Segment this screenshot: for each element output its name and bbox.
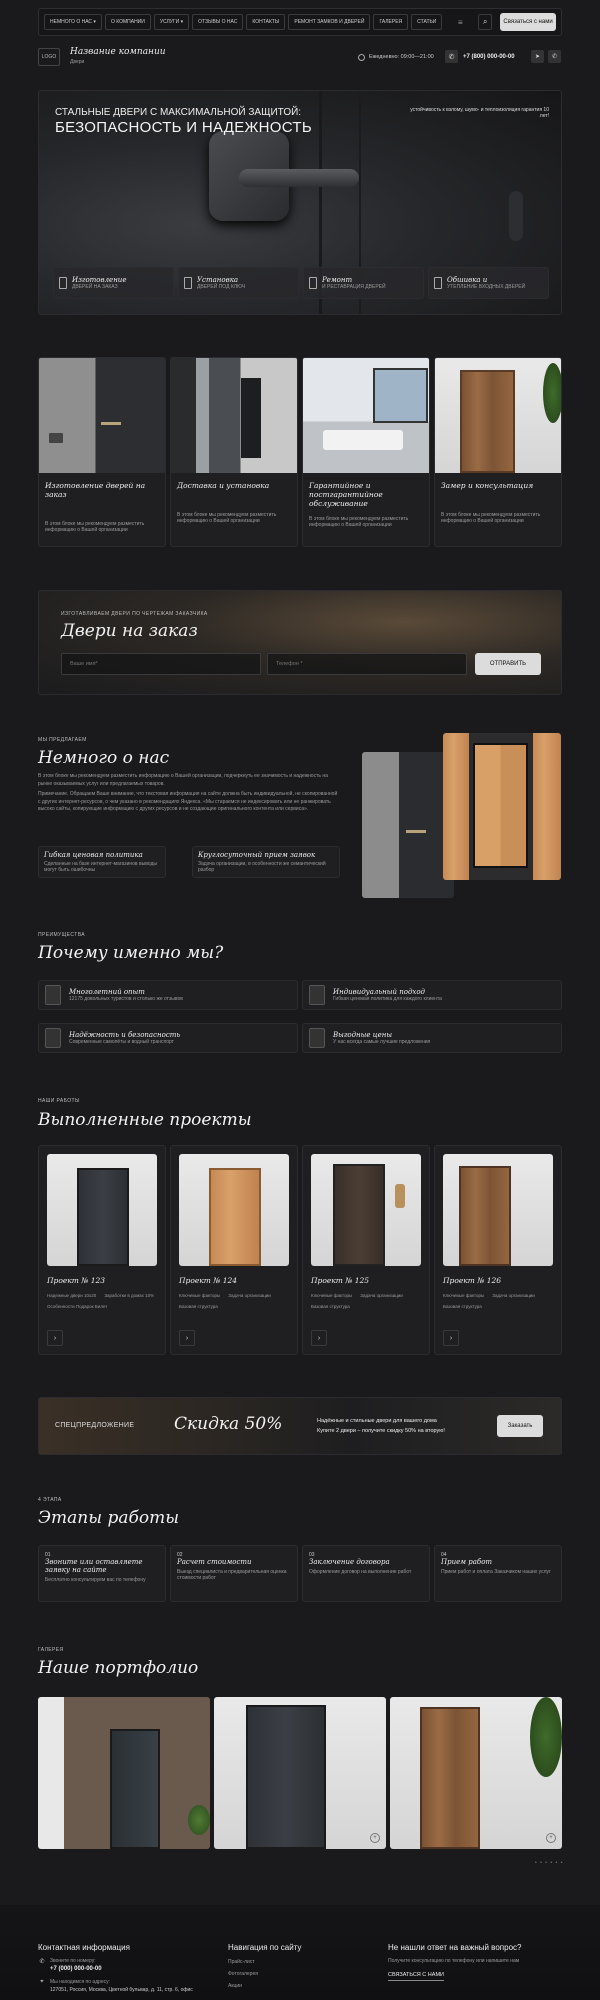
service-image bbox=[435, 358, 561, 473]
service-title: Замер и консультация bbox=[441, 481, 534, 490]
phone-icon: ✆ bbox=[445, 50, 458, 63]
nav-item-reviews[interactable]: ОТЗЫВЫ О НАС bbox=[192, 14, 243, 30]
phone-icon: ✆ bbox=[39, 1958, 45, 1965]
working-hours: Ежедневно: 09:00—21:00 bbox=[369, 54, 434, 60]
door-icon bbox=[184, 277, 192, 289]
services-grid bbox=[38, 357, 562, 547]
company-name: Название компании bbox=[70, 47, 166, 57]
advantage-text: Современные самолёты и водный транспорт bbox=[69, 1039, 174, 1045]
hero-card-title: Изготовление bbox=[72, 276, 127, 284]
promo-line-1: Надёжные и стильные двери для вашего дома bbox=[317, 1418, 437, 1424]
hero-card-sub: ДВЕРЕЙ ПОД КЛЮЧ bbox=[197, 284, 246, 290]
door-icon bbox=[309, 277, 317, 289]
about-feature bbox=[192, 846, 340, 878]
promo-banner bbox=[38, 1397, 562, 1455]
hero-card[interactable] bbox=[428, 267, 549, 299]
project-tag: Задача организации bbox=[360, 1293, 403, 1298]
project-tag: Ключевые факторы bbox=[443, 1293, 485, 1298]
footer-contacts-title: Контактная информация bbox=[38, 1943, 130, 1952]
hero-card-title: Обшивка и bbox=[447, 276, 488, 284]
hero-card-title: Установка bbox=[197, 276, 239, 284]
about-image-1 bbox=[362, 752, 454, 898]
stages-grid bbox=[38, 1545, 562, 1602]
about-feature-title: Гибкая ценовая политика bbox=[44, 851, 143, 859]
arrow-right-icon[interactable]: › bbox=[179, 1330, 195, 1346]
project-card[interactable] bbox=[302, 1145, 430, 1355]
submit-button[interactable]: ОТПРАВИТЬ bbox=[475, 653, 541, 675]
gallery-image[interactable] bbox=[214, 1697, 386, 1849]
hero-card-title: Ремонт bbox=[322, 276, 353, 284]
hero-card-sub: И РЕСТАВРАЦИЯ ДВЕРЕЙ bbox=[322, 284, 386, 290]
hero-card[interactable] bbox=[178, 267, 299, 299]
hero-card-sub: УТЕПЛЕНИЕ ВХОДНЫХ ДВЕРЕЙ bbox=[447, 284, 526, 290]
service-image bbox=[171, 358, 297, 473]
advantage-title: Многолетний опыт bbox=[69, 988, 145, 996]
hero-tagline: устойчивость к взлому, шумо- и теплоизоляция гарантия 10 лет! bbox=[410, 107, 549, 119]
about-paragraph-1: В этом блоке мы рекомендуем разместить информацию о Вашей организации, подчеркнуть ее значимость и надежность на рынке оказываемых услуг или предлагаемых товаров. bbox=[38, 773, 328, 787]
hero-card[interactable] bbox=[53, 267, 174, 299]
order-promo-button[interactable]: Заказать bbox=[497, 1415, 543, 1437]
project-card[interactable] bbox=[38, 1145, 166, 1355]
stage-number: 01 bbox=[45, 1552, 51, 1558]
project-title: Проект № 126 bbox=[443, 1276, 502, 1285]
about-title: Немного о нас bbox=[38, 748, 170, 768]
service-text: В этом блоке мы рекомендуем разместить информацию о Вашей организации bbox=[309, 516, 409, 528]
project-tag: Базовая структура bbox=[443, 1304, 482, 1309]
stage-text: Бесплатно консультируем вас по телефону bbox=[45, 1577, 146, 1583]
header-phone[interactable]: +7 (800) 000-00-00 bbox=[463, 54, 515, 60]
projects-grid bbox=[38, 1145, 562, 1355]
nav-item-services[interactable]: УСЛУГИ ▾ bbox=[154, 14, 189, 30]
arrow-right-icon[interactable]: › bbox=[47, 1330, 63, 1346]
project-card[interactable] bbox=[434, 1145, 562, 1355]
service-card[interactable] bbox=[170, 357, 298, 547]
zoom-icon[interactable]: + bbox=[370, 1833, 380, 1843]
about-label: МЫ ПРЕДЛАГАЕМ bbox=[38, 737, 87, 743]
project-tag: Особенности Подарок Билет bbox=[47, 1304, 108, 1309]
stages-title: Этапы работы bbox=[38, 1508, 180, 1528]
about-feature-text: Сделанные на базе интернет-магазинов выводы могут быть ошибочны bbox=[44, 861, 157, 873]
footer-nav-item[interactable]: Акции bbox=[228, 1983, 242, 1989]
stage-card bbox=[170, 1545, 298, 1602]
zoom-icon[interactable]: + bbox=[546, 1833, 556, 1843]
search-icon[interactable]: ⌕ bbox=[478, 14, 492, 30]
project-tag: Задача организации bbox=[492, 1293, 535, 1298]
stage-title: Расчет стоимости bbox=[177, 1558, 252, 1566]
logo[interactable]: LOGO bbox=[38, 48, 60, 66]
project-image bbox=[443, 1154, 553, 1266]
footer-question-text: Получите консультацию по телефону или напишите нам bbox=[388, 1958, 520, 1964]
about-feature bbox=[38, 846, 166, 878]
hero-title: БЕЗОПАСНОСТЬ И НАДЕЖНОСТЬ bbox=[55, 119, 313, 136]
company-subtitle: Двери bbox=[70, 59, 85, 65]
stage-card bbox=[38, 1545, 166, 1602]
promo-label: СПЕЦПРЕДЛОЖЕНИЕ bbox=[55, 1422, 135, 1429]
stage-text: Выезд специалиста и предварительная оценка стоимости работ bbox=[177, 1569, 287, 1581]
service-text: В этом блоке мы рекомендуем разместить информацию о Вашей организации bbox=[441, 512, 541, 524]
gallery-pagination[interactable]: • • • • • • bbox=[535, 1860, 564, 1866]
service-card[interactable] bbox=[38, 357, 166, 547]
project-tag: Базовая структура bbox=[311, 1304, 350, 1309]
hero-card[interactable] bbox=[303, 267, 424, 299]
stage-number: 04 bbox=[441, 1552, 447, 1558]
advantage-text: 12175 довольных туристов и столько же отзывов bbox=[69, 996, 183, 1002]
project-tag: Ключевые факторы bbox=[179, 1293, 221, 1298]
footer-call-label: Звоните по номеру: bbox=[50, 1958, 96, 1964]
door-icon bbox=[309, 985, 325, 1005]
about-feature-text: Задача организации, в особенности же семантический разбор bbox=[198, 861, 326, 873]
footer-nav-item[interactable]: Прайс-лист bbox=[228, 1959, 255, 1965]
stage-title: Звоните или оставляете заявку на сайте bbox=[45, 1558, 143, 1574]
footer-address-label: Мы находимся по адресу: bbox=[50, 1979, 111, 1985]
footer bbox=[0, 1905, 600, 2000]
why-title: Почему именно мы? bbox=[38, 943, 224, 963]
about-paragraph-2: Примечание. Обращаем Ваше внимание, что текстовая информация на сайте должна быть индивидуальной, не скопированной с других интернет-ресурсов, о чем указано в рекомендациях Яндекса. «Мы стараемся не индексировать или не ранжировать высоко сайты, копирующие информацию с других ресурсов и не создающие оригинального контента или сервиса». bbox=[38, 791, 338, 812]
whatsapp-icon[interactable]: ✆ bbox=[548, 50, 561, 63]
advantage-card bbox=[38, 980, 298, 1010]
stages-label: 4 ЭТАПА bbox=[38, 1497, 62, 1503]
order-label: ИЗГОТАВЛИВАЕМ ДВЕРИ ПО ЧЕРТЕЖАМ ЗАКАЗЧИКА bbox=[61, 611, 208, 617]
advantage-title: Выгодные цены bbox=[333, 1031, 393, 1039]
stage-number: 02 bbox=[177, 1552, 183, 1558]
right-handle bbox=[509, 191, 523, 241]
clock-icon bbox=[358, 54, 365, 61]
stage-title: Прием работ bbox=[441, 1558, 493, 1566]
door-icon bbox=[59, 277, 67, 289]
telegram-icon[interactable]: ➤ bbox=[531, 50, 544, 63]
nav-item-gallery[interactable]: ГАЛЕРЕЯ bbox=[373, 14, 408, 30]
advantage-title: Надёжность и безопасность bbox=[69, 1031, 181, 1039]
hero-title-small: СТАЛЬНЫЕ ДВЕРИ С МАКСИМАЛЬНОЙ ЗАЩИТОЙ: bbox=[55, 107, 302, 118]
project-title: Проект № 125 bbox=[311, 1276, 370, 1285]
projects-title: Выполненные проекты bbox=[38, 1110, 252, 1130]
advantage-text: Гибкая ценовая политика для каждого клиента bbox=[333, 996, 442, 1002]
order-title: Двери на заказ bbox=[61, 621, 198, 641]
nav-item-about[interactable]: НЕМНОГО О НАС ▾ bbox=[44, 14, 102, 30]
stage-text: Прием работ и оплата Заказчиком наших услуг bbox=[441, 1569, 551, 1575]
stage-card bbox=[434, 1545, 562, 1602]
service-text: В этом блоке мы рекомендуем разместить информацию о Вашей организации bbox=[177, 512, 277, 524]
project-tag: Задача организации bbox=[228, 1293, 271, 1298]
project-title: Проект № 123 bbox=[47, 1276, 106, 1285]
location-icon: ⌖ bbox=[40, 1978, 44, 1985]
door-icon bbox=[309, 1028, 325, 1048]
nav-item-contacts[interactable]: КОНТАКТЫ bbox=[246, 14, 285, 30]
project-card[interactable] bbox=[170, 1145, 298, 1355]
project-tag: Базовая структура bbox=[179, 1304, 218, 1309]
hero-banner bbox=[38, 90, 562, 315]
footer-phone[interactable]: +7 (000) 000-00-00 bbox=[50, 1966, 102, 1972]
hero-card-sub: ДВЕРЕЙ НА ЗАКАЗ bbox=[72, 284, 118, 290]
service-title: Гарантийное и постгарантийное обслуживание bbox=[309, 481, 383, 508]
door-icon bbox=[434, 277, 442, 289]
nav-item-company[interactable]: О КОМПАНИИ bbox=[105, 14, 151, 30]
service-card[interactable] bbox=[434, 357, 562, 547]
project-tag: Заработки в домах 10% bbox=[104, 1293, 155, 1298]
hero-cards bbox=[53, 267, 549, 299]
service-text: В этом блоке мы рекомендуем разместить информацию о Вашей организации bbox=[45, 521, 145, 533]
service-image bbox=[39, 358, 165, 473]
project-tag: Ключевые факторы bbox=[311, 1293, 353, 1298]
advantage-card bbox=[38, 1023, 298, 1053]
service-title: Доставка и установка bbox=[177, 481, 270, 490]
footer-question-title: Не нашли ответ на важный вопрос? bbox=[388, 1943, 522, 1952]
about-feature-title: Круглосуточный прием заявок bbox=[198, 851, 316, 859]
why-label: ПРЕИМУЩЕСТВА bbox=[38, 932, 86, 938]
arrow-right-icon[interactable]: › bbox=[443, 1330, 459, 1346]
project-image bbox=[47, 1154, 157, 1266]
footer-nav-item[interactable]: Фотогалерея bbox=[228, 1971, 258, 1977]
stage-title: Заключение договора bbox=[309, 1558, 390, 1566]
advantage-card bbox=[302, 980, 562, 1010]
service-card[interactable] bbox=[302, 357, 430, 547]
contact-button[interactable]: Связаться с нами bbox=[500, 13, 556, 31]
advantage-title: Индивидуальный подход bbox=[333, 988, 425, 996]
nav-item-articles[interactable]: СТАТЬИ bbox=[411, 14, 442, 30]
footer-address: 127051, Россия, Москва, Цветной бульвар, д. 11, стр. 6, офис bbox=[50, 1987, 193, 1993]
name-input[interactable] bbox=[61, 653, 261, 675]
stage-card bbox=[302, 1545, 430, 1602]
project-title: Проект № 124 bbox=[179, 1276, 238, 1285]
order-banner bbox=[38, 590, 562, 695]
door-handle bbox=[239, 169, 359, 187]
gallery-label: ГАЛЕРЕЯ bbox=[38, 1647, 64, 1653]
footer-nav-title: Навигация по сайту bbox=[228, 1943, 302, 1952]
service-title: Изготовление дверей на заказ bbox=[45, 481, 146, 499]
door-icon bbox=[45, 1028, 61, 1048]
gallery-image[interactable] bbox=[38, 1697, 210, 1849]
gallery-title: Наше портфолио bbox=[38, 1658, 199, 1678]
nav-item-repair[interactable]: РЕМОНТ ЗАМКОВ И ДВЕРЕЙ bbox=[288, 14, 370, 30]
phone-input[interactable] bbox=[267, 653, 467, 675]
stage-text: Оформление договор на выполнение работ bbox=[309, 1569, 412, 1575]
stage-number: 03 bbox=[309, 1552, 315, 1558]
menu-icon[interactable]: ≡ bbox=[457, 17, 463, 27]
top-nav bbox=[38, 8, 562, 36]
projects-label: НАШИ РАБОТЫ bbox=[38, 1098, 80, 1104]
promo-title: Скидка 50% bbox=[174, 1414, 283, 1434]
footer-contact-button[interactable]: СВЯЗАТЬСЯ С НАМИ bbox=[388, 1972, 444, 1981]
service-image bbox=[303, 358, 429, 473]
project-image bbox=[179, 1154, 289, 1266]
project-image bbox=[311, 1154, 421, 1266]
promo-line-2: Купите 2 двери – получите скидку 50% на вторую! bbox=[317, 1428, 445, 1434]
advantage-text: У нас всегда самые лучшие предложения bbox=[333, 1039, 431, 1045]
door-icon bbox=[45, 985, 61, 1005]
advantage-card bbox=[302, 1023, 562, 1053]
about-image-2 bbox=[443, 733, 561, 880]
gallery-image[interactable] bbox=[390, 1697, 562, 1849]
arrow-right-icon[interactable]: › bbox=[311, 1330, 327, 1346]
project-tag: Надежные двери 10x20 bbox=[47, 1293, 97, 1298]
